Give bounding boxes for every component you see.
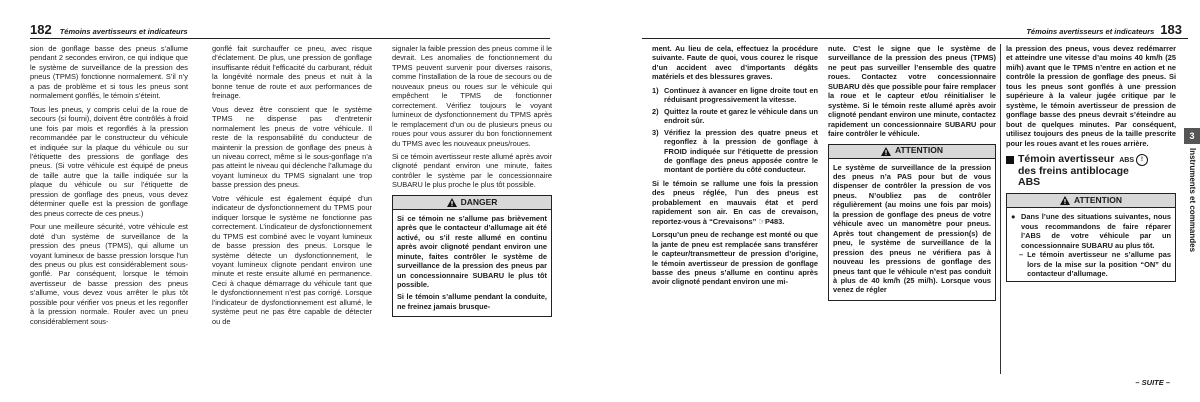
sub-bullet-item: – Le témoin avertisseur ne s’allume pas lors de la mise sur la position “ON” du contacteur d’allumage.: [1019, 250, 1171, 279]
paragraph: Si le témoin se rallume une fois la pression des pneus réglée, l’un des pneus est probablement en mauvais état et perd rapidement son air. En cas de crevaison, reportez-vous à “Crevaisons” ☞P483.: [652, 178, 818, 226]
left-page-header: [30, 22, 188, 36]
running-header-title: Témoins avertisseurs et indicateurs: [59, 27, 188, 36]
header-rule: [30, 38, 550, 39]
paragraph: Lorsqu’un pneu de rechange est monté ou que la jante de pneu est remplacée sans transférer le capteur/transmetteur de pression d’origine, le témoin avertisseur de pression de gonflage basse des pneus s’allume en continu après avoir clignoté pendant environ une mi-: [652, 230, 818, 287]
left-column-2: [212, 44, 372, 330]
heading-text: des freins antiblocage: [1018, 165, 1129, 178]
attention-body: [829, 159, 995, 300]
danger-body: [393, 210, 551, 317]
paragraph: Votre véhicule est également équipé d’un indicateur de dysfonctionnement du TPMS pour indiquer lorsque le système ne fonctionne pas correctement. L’indicateur de dysfonctionnement du TPMS est combiné avec le voyant lumineux de basse pression des pneus. Lorsque le système détecte un dysfonctionnement, le voyant lumineux clignote pendant environ une minute et reste ensuite allumé en permanence. Ceci à chaque démarrage du véhicule tant que le dysfonctionnement n’est pas corrigé. Lorsque l’indicateur de dysfonctionnement est allumé, le système peut ne pas être capable de détecter ou de: [212, 193, 372, 326]
page-number: 182: [30, 22, 52, 37]
attention-title-bar: [1007, 194, 1175, 208]
page-number: 183: [1160, 22, 1182, 37]
attention-box: [1006, 193, 1176, 281]
attention-title: ATTENTION: [894, 145, 943, 156]
list-item: 1) Continuez à avancer en ligne droite tout en réduisant progressivement la vitesse.: [652, 85, 818, 105]
list-item: 3) Vérifiez la pression des quatre pneus et regonflez à la pression de gonflage à FROID indiquée sur l’étiquette de pression de gonflage des pneus apposée contre le montant de portière du côté conducteur.: [652, 127, 818, 175]
warning-triangle-icon: [881, 147, 891, 156]
heading-square-icon: [1006, 156, 1014, 164]
continued-marker: – SUITE –: [1135, 378, 1170, 387]
paragraph: Si ce témoin avertisseur reste allumé après avoir clignoté pendant environ une minute, faites contrôler le système par le concessionnaire SUBARU le plus proche le plus tôt possible.: [392, 151, 552, 190]
paragraph: gonflé fait surchauffer ce pneu, avec risque d’éclatement. De plus, une pression de gonflage insuffisante réduit l’efficacité du carburant, réduit la longévité normale des pneus et nuit à la bonne tenue de route et aux performances de freinage.: [212, 44, 372, 101]
paragraph: Pour une meilleure sécurité, votre véhicule est doté d’un système de surveillance de la pression des pneus (TPMS), qui allume un voyant lumineux de basse pression lorsque l’un des pneus ou plus est considérablement sous-gonflé. Par conséquent, lorsque le témoin avertisseur de basse pression des pneus s’allume, vous devez vous arrêter le plus tôt possible pour vérifier vos pneus et les regonfler à la pression normale. Rouler avec un pneu considérablement sous-: [30, 222, 188, 326]
attention-title-bar: [829, 145, 995, 159]
danger-text: Si le témoin s’allume pendant la conduite, ne freinez jamais brusque-: [397, 292, 547, 311]
paragraph: Vous devez être conscient que le système TPMS ne dispense pas d’entretenir normalement les pneus de votre véhicule. Il reste de la responsabilité du conducteur de maintenir la pression de gonflage des pneus à un niveau correct, même si le sous-gonflage n’a pas atteint le niveau qui déclenche l’allumage du voyant lumineux du TPMS signalant une trop basse pression des pneus.: [212, 104, 372, 190]
attention-text: Le système de surveillance de la pression des pneus n’a PAS pour but de vous dispenser de contrôler la pression de vos pneus. N’oubliez pas de contrôler régulièrement (au moins une fois par mois) la pression de gonflage des pneus de votre véhicule avec un manomètre pour pneus. Après tout changement de pression(s) de pneu, le système de surveillance de la pression des pneus ne vérifiera pas à nouveau les pressions de gonflage des pneus tant que le véhicule n’est pas conduit à plus de 40 km/h (25 mi/h). Lorsque vous venez de régler: [833, 162, 991, 295]
attention-title: ATTENTION: [1073, 195, 1122, 206]
column-divider: [1000, 44, 1001, 374]
running-header-title: Témoins avertisseurs et indicateurs: [1026, 27, 1155, 36]
danger-title-bar: [393, 196, 551, 210]
chapter-side-title: Instruments et commandes: [1188, 148, 1197, 253]
left-page: [0, 0, 560, 402]
warning-triangle-icon: [1060, 196, 1070, 205]
chapter-tab: 3: [1184, 128, 1200, 144]
paragraph: nute. C’est le signe que le système de surveillance de la pression des pneus (TPMS) ne peut pas surveiller l’ensemble des quatre roues. Contactez votre concessionnaire SUBARU dès que possible pour faire remplacer la roue et le capteur et/ou réinitialiser le système. Si le témoin reste allumé après avoir clignoté pendant environ une minute, contactez rapidement un concessionnaire SUBARU pour faire contrôler le véhicule.: [828, 44, 996, 139]
right-column-2: [828, 44, 996, 305]
paragraph: sion de gonflage basse des pneus s’allume pendant 2 secondes environ, ce qui indique que le système de surveillance de la pression des pneus (TPMS) fonctionne normalement. S’il n’y a pas de problème et si tous les pneus sont normalement gonflés, le témoin s’éteint.: [30, 44, 188, 101]
paragraph: la pression des pneus, vous devez redémarrer et atteindre une vitesse d’au moins 40 km/h (25 mi/h) avant que le TPMS n’entre en action et ne contrôle la pression de gonflage des pneus. Si tous les pneus sont gonflés à une pression supérieure à la valeur jugée critique par le système, le témoin avertisseur de pression de gonflage basse des pneus devrait s’éteindre au bout de quelques minutes. Par conséquent, utilisez toujours des pneus de la taille prescrite pour les roues avant et les roues arrière.: [1006, 44, 1176, 148]
warning-triangle-icon: [447, 198, 457, 207]
section-heading: [1006, 154, 1176, 189]
header-rule: [642, 38, 1188, 39]
left-column-3: [392, 44, 552, 321]
brake-abs-icon: !: [1136, 154, 1148, 166]
paragraph: ment. Au lieu de cela, effectuez la procédure suivante. Faute de quoi, vous courez le risque d’un accident avec d’importants dégâts matériels et des blessures graves.: [652, 44, 818, 82]
right-page: [638, 0, 1200, 402]
right-page-header: [1026, 22, 1182, 36]
left-column-1: [30, 44, 188, 330]
abs-icon: ABS: [1119, 156, 1134, 164]
right-column-3: [1006, 44, 1176, 286]
list-item: 2) Quittez la route et garez le véhicule dans un endroit sûr.: [652, 106, 819, 126]
heading-text: ABS: [1018, 176, 1041, 189]
attention-box: [828, 144, 996, 301]
book-gutter: [560, 0, 638, 402]
bullet-item: ● Dans l’une des situations suivantes, nous vous recommandons de faire réparer l’ABS de votre véhicule par un concessionnaire SUBARU au plus tôt.: [1011, 212, 1171, 250]
paragraph: Tous les pneus, y compris celui de la roue de secours (si fourni), doivent être contrôlés à froid une fois par mois et regonflés à la pression recommandée par le constructeur du véhicule et indiquée sur la plaque du véhicule ou sur l’étiquette des pressions de gonflage des pneus. (Si votre véhicule est équipé de pneus de taille autre que la taille indiquée sur la plaque du véhicule ou sur l’étiquette de pression de gonflage des pneus, vous devez déterminer quelle est la pression de gonflage des pneus correcte de ces pneus.): [30, 104, 188, 218]
danger-box: [392, 195, 552, 318]
attention-body: [1007, 208, 1175, 280]
paragraph: signaler la faible pression des pneus comme il le devrait. Les anomalies de fonctionnement du TPMS peuvent survenir pour diverses raisons, comme l’installation de la roue de secours ou de nouveaux pneus ou roues sur le véhicule qui empêchent le TPMS de fonctionner correctement. Vérifiez toujours le voyant lumineux de dysfonctionnement du TPMS après le remplacement d’un ou de plusieurs pneus ou roues pour vous assurer du bon fonctionnement du TPMS avec les nouveaux pneus/roues.: [392, 44, 552, 148]
procedure-steps: [652, 86, 818, 175]
right-column-1: [652, 44, 818, 291]
heading-text: Témoin avertisseur: [1018, 152, 1115, 165]
danger-text: Si ce témoin ne s’allume pas brièvement après que le contacteur d’allumage ait été activé, ou s’il reste allumé en continu après avoir clignoté pendant environ une minute, faites contrôler le système de surveillance de la pression des pneus par un concessionnaire SUBARU le plus tôt possible.: [397, 213, 547, 289]
danger-title: DANGER: [460, 196, 498, 207]
